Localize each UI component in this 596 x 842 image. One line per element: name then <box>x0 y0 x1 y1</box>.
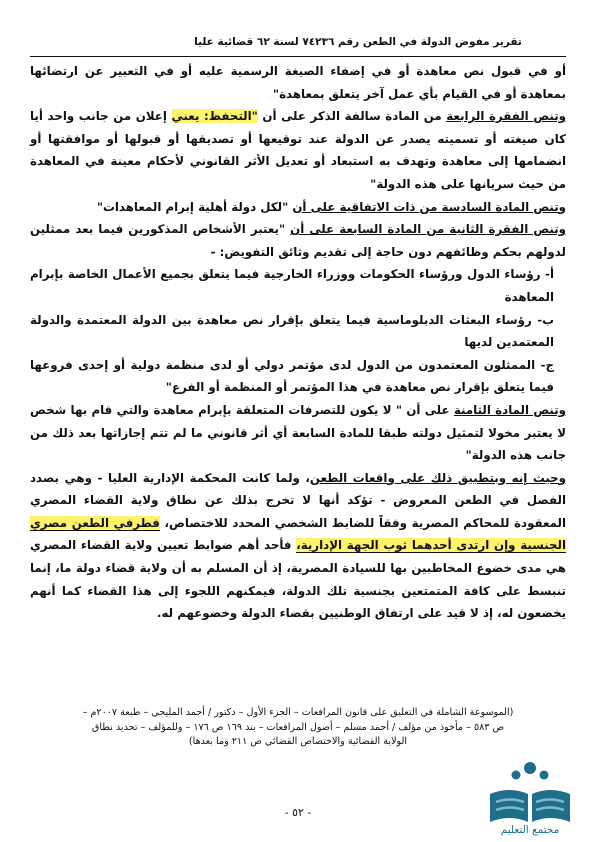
paragraph <box>30 196 566 219</box>
text-segment: "لكل دولة أهلية إبرام المعاهدات" <box>96 199 293 214</box>
underlined-heading: وتنص المادة السادسة من ذات الاتفاقية على أن <box>292 199 566 214</box>
paragraph <box>30 263 566 308</box>
footnote-line: (الموسوعة الشاملة في التعليق على قانون المرافعات – الجزء الأول – دكتور / أحمد المليجي – طبعة ٢٠٠٧م – <box>82 707 514 718</box>
page-header: تقرير مفوض الدولة في الطعن رقم ٧٤٢٣٦ لسنة ٦٢ قضائية عليا <box>194 36 522 48</box>
footnote-line: ص ٥٨٣ – مأخوذ من مؤلف / أحمد مسلم – أصول المرافعات – بند ١٦٩ ص ١٧٦ – وللمؤلف – تحديد نطاق <box>91 721 505 733</box>
paragraph <box>30 105 566 195</box>
paragraph <box>30 60 566 105</box>
text-segment: "يعتبر الأشخاص المذكورين فيما بعد ممثلين لدولهم بحكم وظائفهم دون حاجة إلى تقديم وثائق التفويض: - <box>30 222 566 259</box>
page-number: - ٥٢ - <box>284 806 312 819</box>
underlined-heading: وتنص الفقرة الرابعة <box>446 109 567 124</box>
text-segment: ب- رؤساء البعثات الدبلوماسية فيما يتعلق بإقرار نص معاهدة بين الدولة المعتمدة والدولة المعتمدين لديها <box>30 312 554 350</box>
underlined-heading: وحيث إنه وبتطبيق ذلك على واقعات الطعن <box>309 470 566 485</box>
highlighted-text: "التحفظ: يعني <box>171 109 258 124</box>
highlighted-text: فطرفي الطعن مصري الجنسية وإن ارتدى أحدهما ثوب الجهة الإدارية، <box>30 515 566 553</box>
text-segment: ج- الممثلون المعتمدون من الدول لدى مؤتمر دولي أو لدى منظمة دولية أو إحدى فروعها فيما يتعلق بإقرار نص معاهدة في هذا المؤتمر أو المنظمة أو الفرع" <box>30 357 554 395</box>
text-segment: أو في قبول نص معاهدة أو في إضفاء الصيغة الرسمية عليه أو في التعبير عن ارتضائها بمعاهدة أو في القيام بأي عمل آخر يتعلق بمعاهدة" <box>30 64 566 101</box>
text-segment: إعلان من جانب واحد أيا كان صيغته أو تسميته يصدر عن الدولة عند توقيعها أو تصديقها أو قبولها أو موافقتها أو انضمامها إلى معاهدة وتهدف به استبعاد أو تعديل الأثر القانوني لأحكام معينة في المعاهدة من حيث سريانها على هذه الدولة" <box>30 109 566 191</box>
text-segment: أ- رؤساء الدول ورؤساء الحكومات ووزراء الخارجية فيما يتعلق بجميع الأعمال الخاصة بإبرام المعاهدة <box>30 267 554 304</box>
underlined-heading: وتنص الفقرة الثانية من المادة السابعة على أن <box>290 222 566 237</box>
footnote <box>30 706 566 750</box>
watermark-text: مجتمع التعليم <box>500 824 560 836</box>
paragraph <box>30 309 566 354</box>
header-divider <box>30 56 566 57</box>
text-segment: فأحد أهم ضوابط تعيين ولاية القضاء المصري هي مدى خضوع المخاطبين بها للسيادة المصرية، إذ أن المسلم به أن ولاية قضاء دولة ما، إنما تنبسط على كافة المتمتعين بجنسية تلك الدولة، فيمكنهم اللجوء إلى هذا القضاء كما أنهم يخضعون له، إذ لا قيد على ارتفاق الوطنيين بقضاء الدولة وخضوعهم له. <box>30 538 566 621</box>
footnote-line: الولاية القضائية والاختصاص القضائي ص ٢١١ وما بعدها) <box>188 736 408 747</box>
underlined-heading: وتنص المادة الثامنة <box>453 402 566 417</box>
text-segment: على أن " لا يكون للتصرفات المتعلقة بإبرام معاهدة والتي قام بها شخص لا يعتبر مخولا لتمثيل دولته طبقا للمادة السابعة أي أثر قانوني ما لم تتم إجازاتها بعد ذلك من جانب هذه الدولة" <box>30 402 566 463</box>
paragraph <box>30 399 566 467</box>
text-segment: ، ولما كانت المحكمة الإدارية العليا - وهي بصدد الفصل في الطعن المعروض - تؤكد أنها لا تخرج بذلك عن نطاق ولاية القضاء المصري المعقودة للمحاكم المصرية وفقاً للضابط الشخصي المحدد للاختصاص، <box>30 470 567 530</box>
text-segment: من المادة سالفة الذكر على أن <box>257 109 447 124</box>
paragraph <box>30 218 566 263</box>
document-body <box>30 60 566 625</box>
paragraph <box>30 354 566 399</box>
paragraph <box>30 467 566 625</box>
